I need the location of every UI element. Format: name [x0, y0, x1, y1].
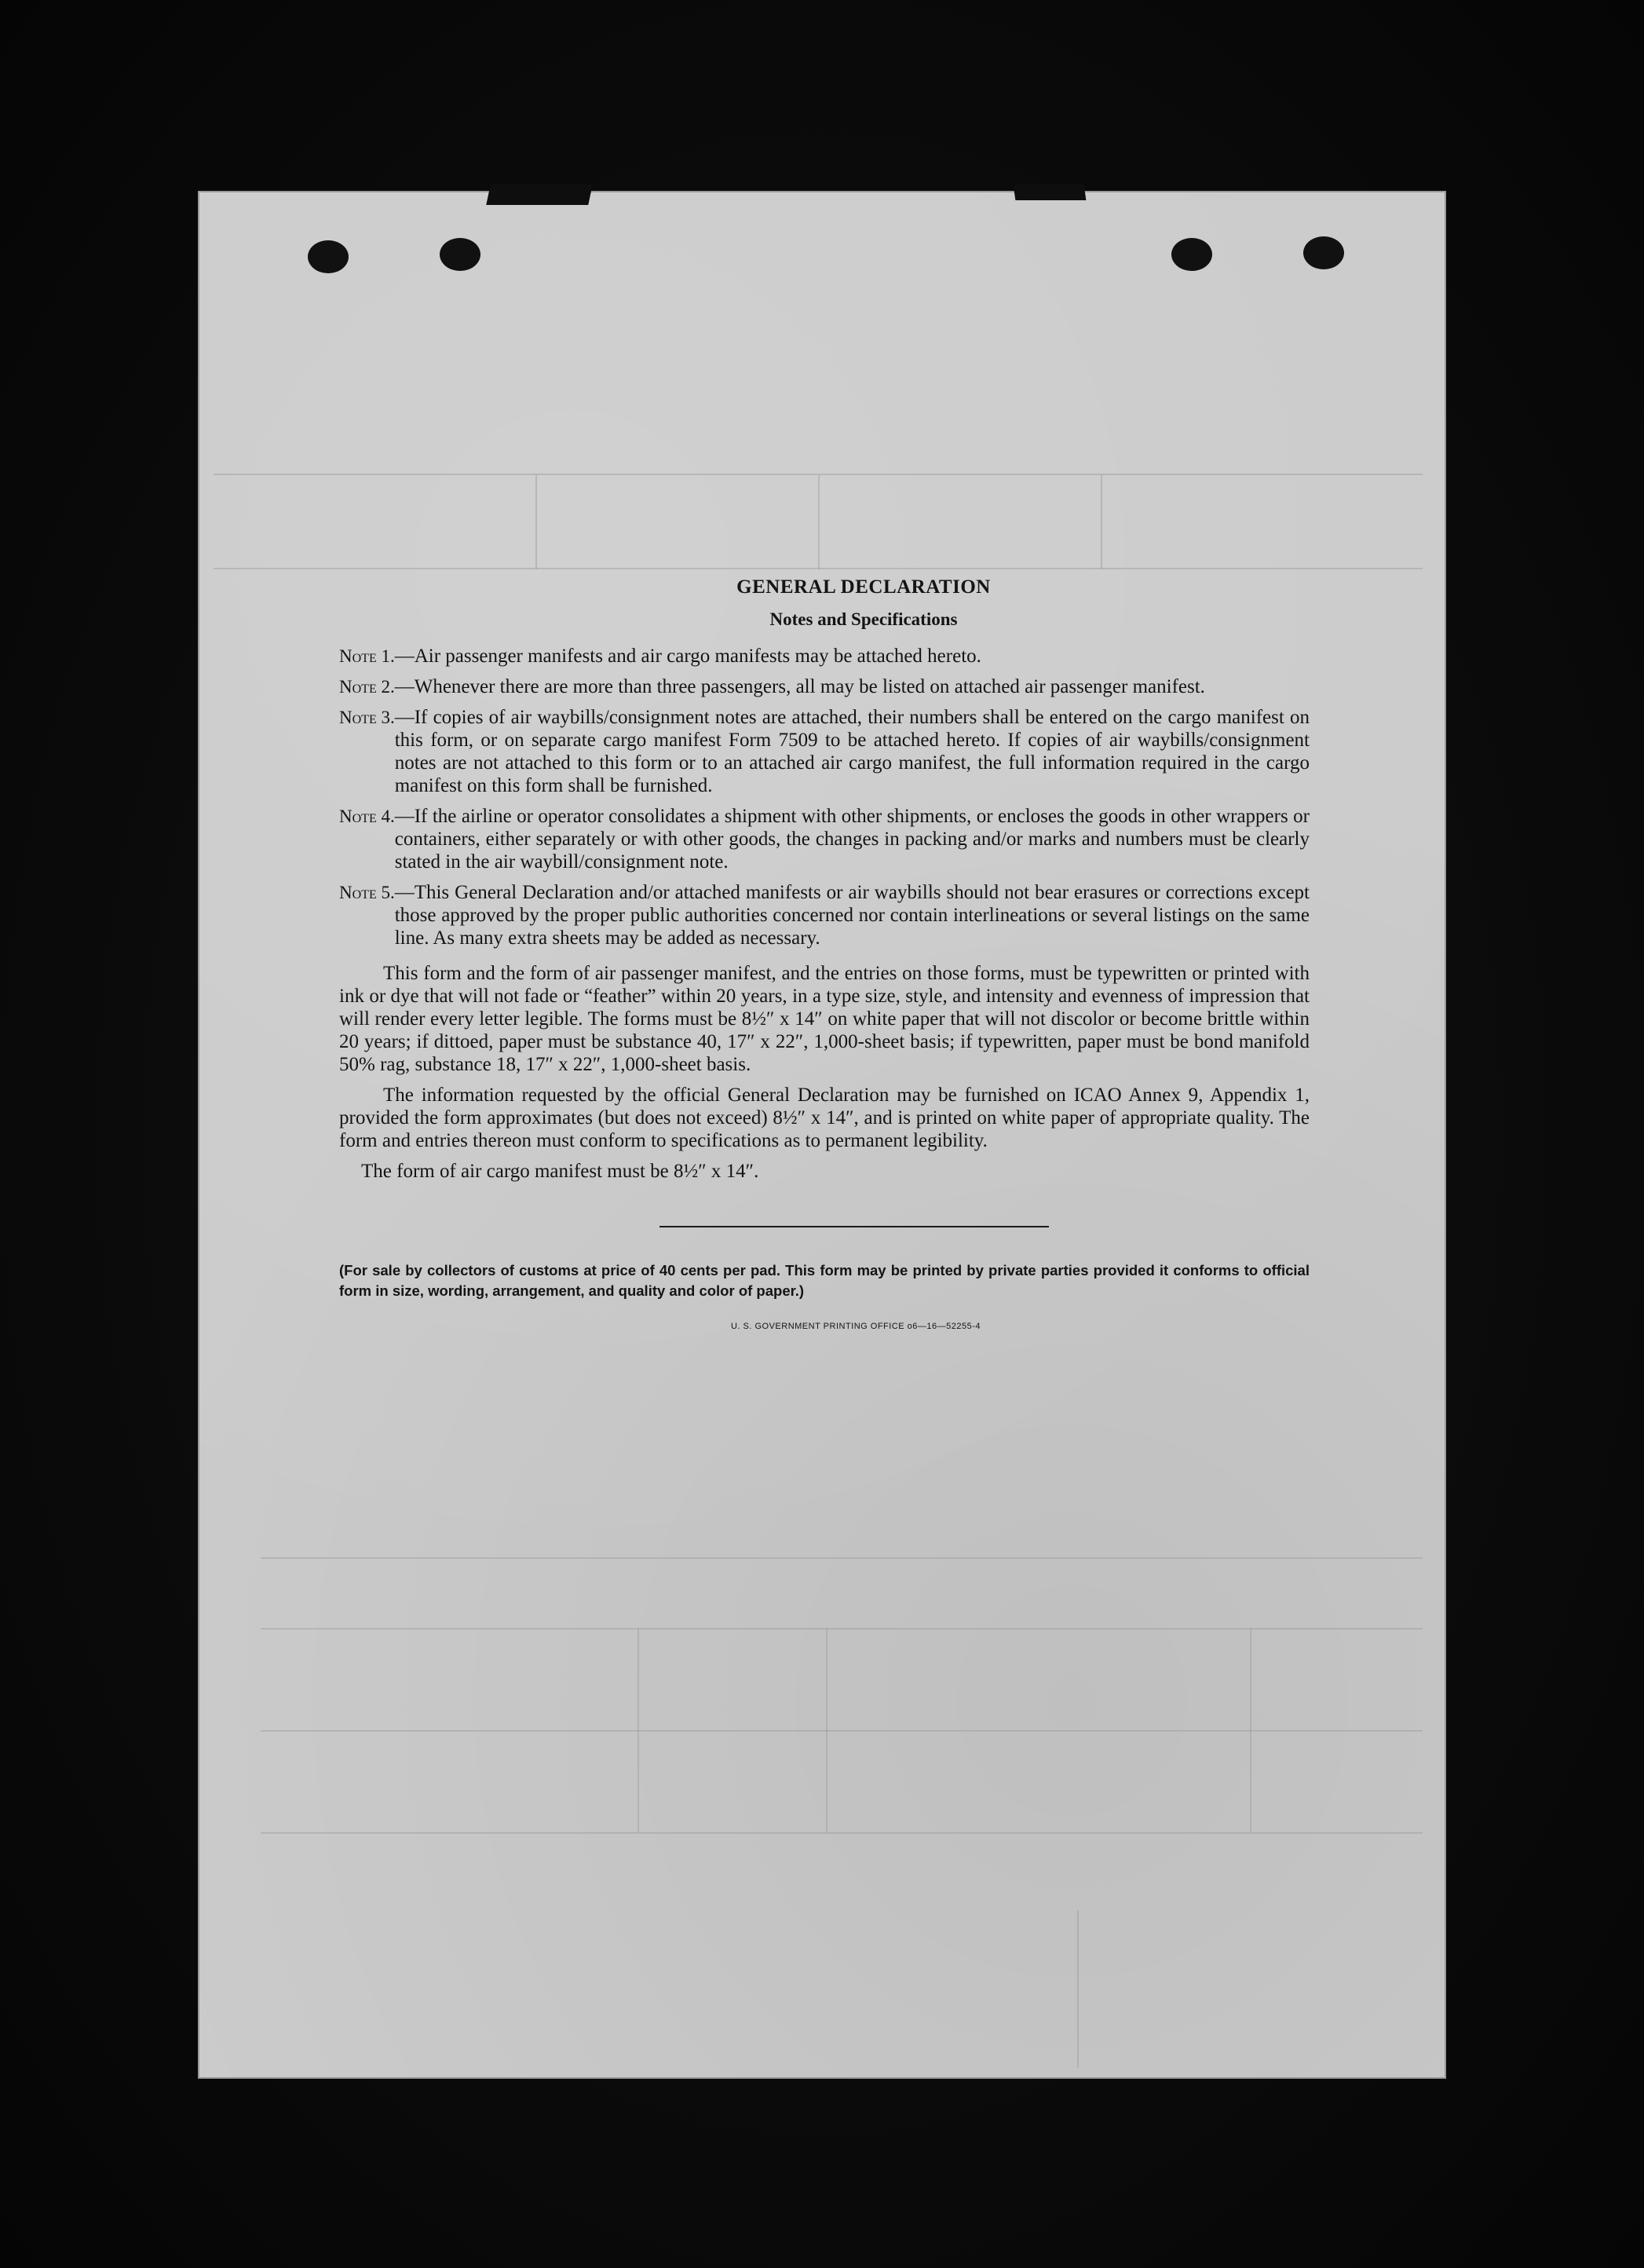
- bleed-through-rule: [261, 1557, 1423, 1559]
- note-1: [339, 645, 1310, 668]
- torn-edge: [1014, 185, 1087, 200]
- page-title: GENERAL DECLARATION: [736, 576, 991, 598]
- note-label: Note 1.: [339, 646, 395, 666]
- page-subtitle: Notes and Specifications: [769, 609, 958, 629]
- note-text: —Whenever there are more than three passengers, all may be listed on attached air passenger manifest.: [394, 676, 1205, 697]
- bleed-through-rule: [1250, 1628, 1251, 1832]
- bleed-through-rule: [261, 1832, 1423, 1834]
- divider-rule: [659, 1226, 1049, 1227]
- note-text: —If copies of air waybills/consignment notes are attached, their numbers shall be entered on the cargo manifest on this form, or on separate cargo manifest Form 7509 to be attached hereto. If copies of air waybills/consignment notes are not attached to this form or to an attached air cargo manifest, the full information required in the cargo manifest on this form shall be furnished.: [394, 707, 1310, 796]
- bleed-through-rule: [535, 475, 537, 569]
- bleed-through-rule: [638, 1628, 639, 1832]
- printing-office-imprint: U. S. GOVERNMENT PRINTING OFFICE o6—16—52255-4: [730, 1322, 981, 1331]
- paragraph-cargo-manifest-size: The form of air cargo manifest must be 8½″ x 14″.: [361, 1161, 759, 1182]
- note-text: —Air passenger manifests and air cargo manifests may be attached hereto.: [394, 646, 981, 667]
- paragraph-icao-annex: The information requested by the official General Declaration may be furnished on ICAO Annex 9, Appendix 1, provided the form approximates (but does not exceed) 8½″ x 14″, and is printed on white paper of appropriate quality. The form and entries thereon must conform to specifications as to permanent legibility.: [339, 1085, 1310, 1151]
- note-label: Note 2.: [339, 677, 395, 697]
- bleed-through-rule: [261, 1730, 1423, 1732]
- note-label: Note 5.: [339, 883, 395, 902]
- document-page: [198, 191, 1446, 2079]
- note-3: [339, 706, 1310, 797]
- bleed-through-rule: [1101, 475, 1102, 569]
- punch-hole: [440, 238, 480, 271]
- bleed-through-rule: [1077, 1911, 1079, 2068]
- punch-hole: [1171, 238, 1212, 271]
- note-label: Note 4.: [339, 807, 395, 826]
- bleed-through-rule: [261, 1628, 1423, 1630]
- note-text: —If the airline or operator consolidates a shipment with other shipments, or encloses the goods in other wrappers or containers, either separately or with other goods, the changes in packing and/or marks and numbers must be clearly stated in the air waybill/consignment note.: [394, 806, 1310, 872]
- note-4: [339, 805, 1310, 873]
- note-text: —This General Declaration and/or attached manifests or air waybills should not bear erasures or corrections except those approved by the proper public authorities concerned nor contain interlineations or several listings on the same line. As many extra sheets may be added as necessary.: [394, 882, 1310, 949]
- bleed-through-rule: [818, 475, 820, 569]
- note-label: Note 3.: [339, 708, 395, 727]
- paragraph-form-requirements: This form and the form of air passenger manifest, and the entries on those forms, must be typewritten or printed with ink or dye that will not fade or “feather” within 20 years, in a type size, style, and intensity and evenness of impression that will render every letter legible. The forms must be 8½″ x 14″ on white paper that will not discolor or become brittle within 20 years; if dittoed, paper must be substance 40, 17″ x 22″, 1,000-sheet basis; if typewritten, paper must be bond manifold 50% rag, substance 18, 17″ x 22″, 1,000-sheet basis.: [339, 963, 1310, 1075]
- torn-edge: [486, 185, 593, 205]
- notes-and-specifications: [339, 576, 1310, 1338]
- punch-hole: [308, 240, 349, 273]
- note-5: [339, 881, 1310, 949]
- punch-hole: [1303, 236, 1344, 269]
- sale-note: (For sale by collectors of customs at price of 40 cents per pad. This form may be printed by private parties provided it conforms to official form in size, wording, arrangement, and quality and color of paper.): [339, 1262, 1310, 1299]
- note-2: [339, 675, 1310, 698]
- bleed-through-rule: [826, 1628, 827, 1832]
